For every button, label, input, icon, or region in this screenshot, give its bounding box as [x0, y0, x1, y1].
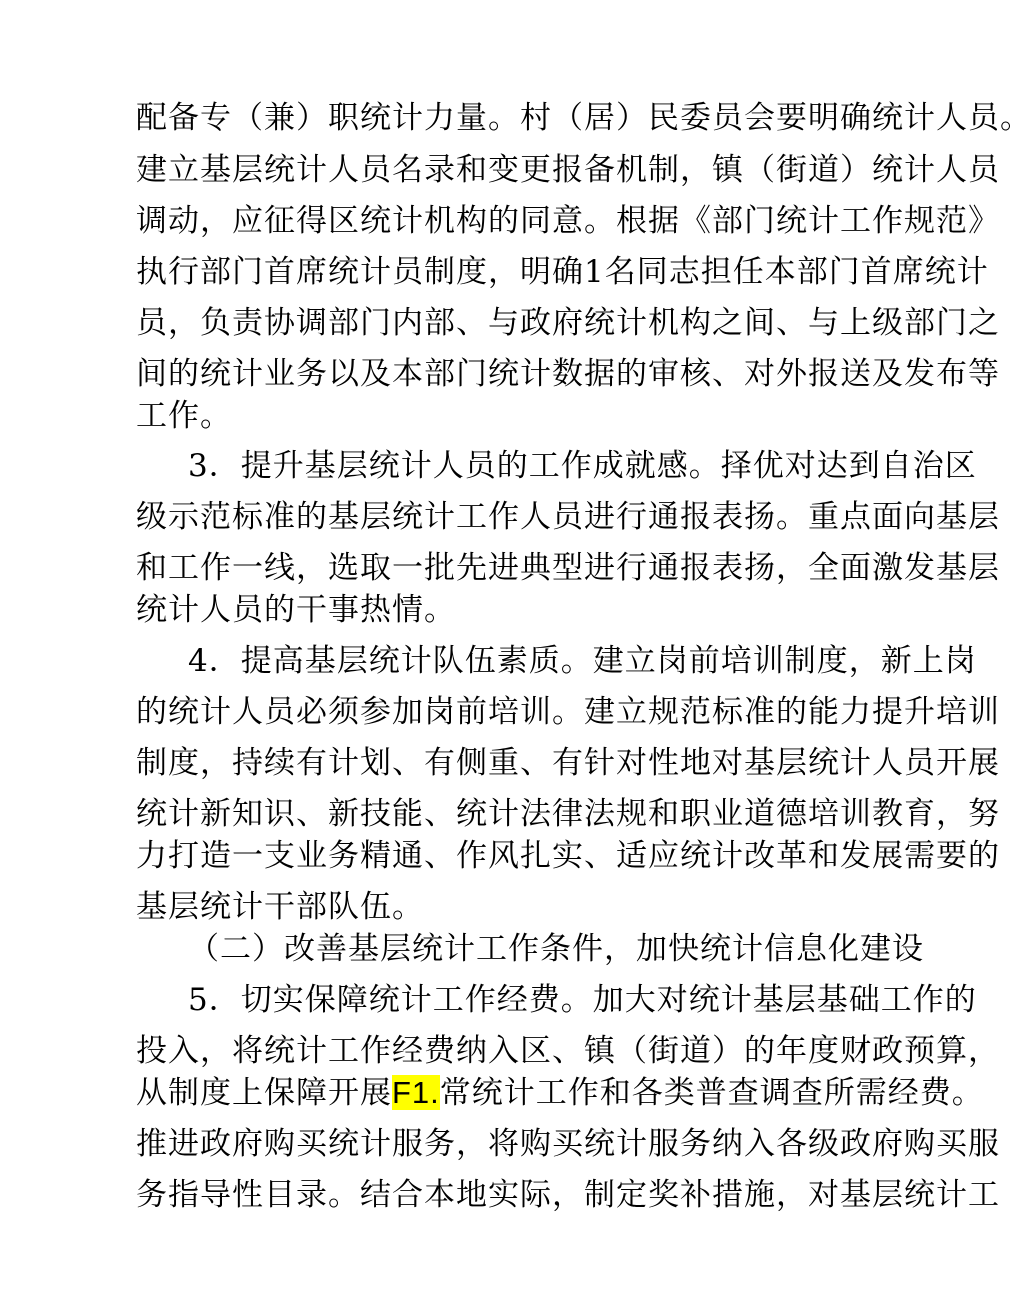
text-line: 建立基层统计人员名录和变更报备机制，镇（街道）统计人员 — [136, 152, 1000, 188]
text-line: 级示范标准的基层统计工作人员进行通报表扬。重点面向基层 — [136, 499, 1000, 535]
highlighted-text: F1. — [392, 1075, 440, 1110]
text-line: 配备专（兼）职统计力量。村（居）民委员会要明确统计人员。 — [136, 100, 1032, 136]
section-heading-line: （二）改善基层统计工作条件，加快统计信息化建设 — [188, 931, 924, 967]
text-line: 间的统计业务以及本部门统计数据的审核、对外报送及发布等 — [136, 356, 1000, 392]
paragraph-3-heading-line: 3．提升基层统计人员的工作成就感。择优对达到自治区 — [188, 448, 977, 484]
paragraph-4-heading-line: 4．提高基层统计队伍素质。建立岗前培训制度，新上岗 — [188, 643, 977, 679]
text-line: 推进政府购买统计服务，将购买统计服务纳入各级政府购买服 — [136, 1126, 1000, 1162]
text-line: 务指导性目录。结合本地实际，制定奖补措施，对基层统计工 — [136, 1177, 1000, 1213]
text-segment: 从制度上保障开展 — [136, 1075, 392, 1111]
text-line-with-highlight — [136, 1075, 984, 1111]
text-line: 统计人员的干事热情。 — [136, 592, 456, 628]
paragraph-5-heading-line: 5．切实保障统计工作经费。加大对统计基层基础工作的 — [188, 982, 977, 1018]
text-line: 工作。 — [136, 398, 232, 434]
text-segment: 常统计工作和各类普查调查所需经费。 — [439, 1075, 984, 1111]
text-line: 员，负责协调部门内部、与政府统计机构之间、与上级部门之 — [136, 305, 1000, 341]
text-line: 和工作一线，选取一批先进典型进行通报表扬，全面激发基层 — [136, 550, 1000, 586]
text-line: 统计新知识、新技能、统计法律法规和职业道德培训教育，努 — [136, 796, 1000, 832]
text-line: 基层统计干部队伍。 — [136, 889, 424, 925]
text-line: 的统计人员必须参加岗前培训。建立规范标准的能力提升培训 — [136, 694, 1000, 730]
text-line: 投入，将统计工作经费纳入区、镇（街道）的年度财政预算， — [136, 1033, 1000, 1069]
text-line: 力打造一支业务精通、作风扎实、适应统计改革和发展需要的 — [136, 838, 1000, 874]
text-line: 制度，持续有计划、有侧重、有针对性地对基层统计人员开展 — [136, 745, 1000, 781]
text-line: 执行部门首席统计员制度，明确1名同志担任本部门首席统计 — [136, 254, 989, 290]
text-line: 调动，应征得区统计机构的同意。根据《部门统计工作规范》 — [136, 203, 1000, 239]
